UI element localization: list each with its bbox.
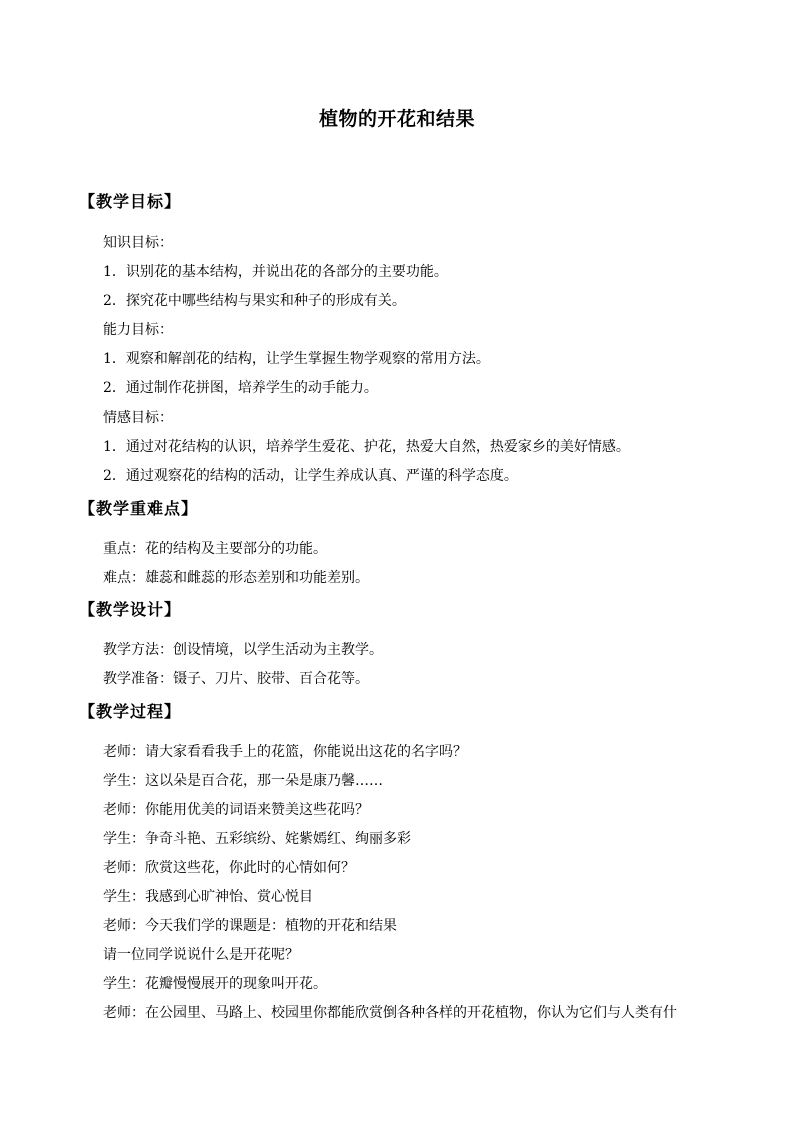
document-title: 植物的开花和结果 [318, 108, 475, 130]
dialogue-line: 学生：我感到心旷神怡、赏心悦目 [103, 889, 313, 905]
dialogue-line: 学生：这以朵是百合花，那一朵是康乃馨…… [103, 773, 383, 789]
dialogue-line: 老师：在公园里、马路上、校园里你都能欣赏倒各种各样的开花植物，你认为它们与人类有什 [103, 1005, 677, 1021]
dialogue-line: 学生：花瓣慢慢展开的现象叫开花。 [103, 976, 327, 992]
design-line: 教学准备：镊子、刀片、胶带、百合花等。 [103, 671, 369, 687]
objective-line: 1．识别花的基本结构，并说出花的各部分的主要功能。 [103, 264, 448, 280]
objective-line: 2．通过观察花的结构的活动，让学生养成认真、严谨的科学态度。 [103, 468, 518, 484]
objective-line: 2．通过制作花拼图，培养学生的动手能力。 [103, 380, 378, 396]
dialogue-line: 老师：欣赏这些花，你此时的心情如何？ [103, 860, 355, 876]
dialogue-line: 老师：你能用优美的词语来赞美这些花吗？ [103, 802, 369, 818]
section-heading-objectives: 【教学目标】 [79, 192, 182, 211]
objective-line: 1．观察和解剖花的结构，让学生掌握生物学观察的常用方法。 [103, 351, 490, 367]
objective-line: 1．通过对花结构的认识，培养学生爱花、护花，热爱大自然，热爱家乡的美好情感。 [103, 439, 630, 455]
knowledge-objective-label: 知识目标： [103, 235, 173, 251]
dialogue-line: 老师：今天我们学的课题是：植物的开花和结果 [103, 918, 397, 934]
dialogue-line: 老师：请大家看看我手上的花篮，你能说出这花的名字吗？ [103, 744, 467, 760]
ability-objective-label: 能力目标： [103, 322, 173, 338]
objective-line: 2．探究花中哪些结构与果实和种子的形成有关。 [103, 293, 406, 309]
emotion-objective-label: 情感目标： [103, 410, 173, 426]
section-heading-process: 【教学过程】 [79, 702, 182, 721]
section-heading-design: 【教学设计】 [79, 600, 182, 619]
dialogue-line: 请一位同学说说什么是开花呢？ [103, 947, 299, 963]
difficult-point-line: 难点：雄蕊和雌蕊的形态差别和功能差别。 [103, 570, 369, 586]
key-point-line: 重点：花的结构及主要部分的功能。 [103, 541, 327, 557]
design-line: 教学方法：创设情境，以学生活动为主教学。 [103, 642, 383, 658]
dialogue-line: 学生：争奇斗艳、五彩缤纷、姹紫嫣红、绚丽多彩 [103, 831, 411, 847]
section-heading-key-points: 【教学重难点】 [79, 499, 199, 518]
